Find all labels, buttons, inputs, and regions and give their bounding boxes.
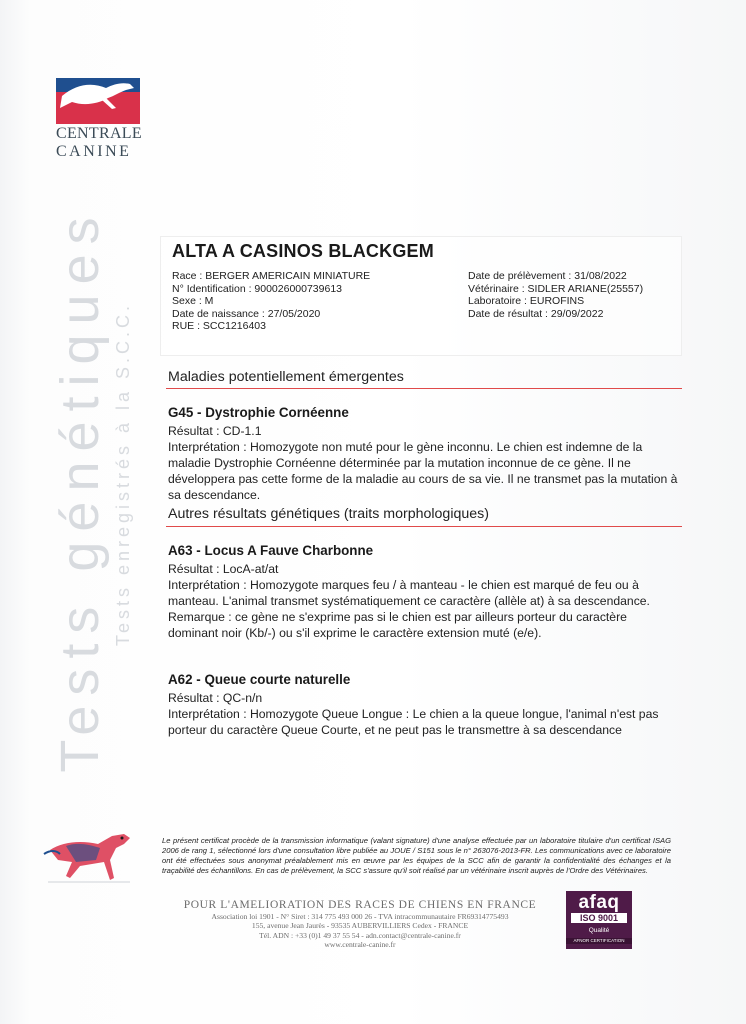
registry-line: RUE : SCC1216403 — [172, 320, 266, 333]
section-title-other: Autres résultats génétiques (traits morphologiques) — [168, 506, 489, 522]
test-interpretation: Interprétation : Homozygote Queue Longue : Le chien a la queue longue, l'animal n'est pas porteur du caractère Queue Courte, et ne peut pas le transmettre à sa descendance — [168, 707, 659, 737]
result-date-line: Date de résultat : 29/09/2022 — [468, 307, 604, 320]
test-interpretation: Interprétation : Homozygote non muté pour le gène inconnu. Le chien est indemne de la maladie Dystrophie Cornéenne déterminée par la mutation inconnue de ce gène. Il ne développera pas cette forme de la maladie au cours de sa vie. Il ne transmet pas la mutation à sa descendance. — [168, 440, 678, 502]
legal-notice: Le présent certificat procède de la transmission informatique (valant signature) d'une analyse effectuée par un laboratoire titulaire d'un certificat ISAG 2006 de rang 1, sélectionné lors d'une consultation libre publiée au JOUE / S151 sous le n° 263076-2013-FR. Les communications avec ce laboratoire ont été effectuées sous anonymat préalablement mis en œuvre par les équipes de la SCC afin de garantir la confidentialité des échanges et la traçabilité des échantillons. En cas de prélèvement, la SCC s'assure qu'il soit réalisé par un vétérinaire inscrit auprès de l'Ordre des Vétérinaires. — [162, 836, 671, 875]
footer-line-siret: Association loi 1901 - N° Siret : 314 775 493 000 26 - TVA intracommunautaire FR69314775493 — [211, 912, 509, 921]
sex-line: Sexe : M — [172, 295, 214, 308]
section-divider — [166, 526, 682, 527]
test-result: Résultat : QC-n/n — [168, 691, 263, 705]
logo-line-1: CENTRALE — [56, 125, 142, 142]
afaq-iso: ISO 9001 — [571, 913, 627, 923]
afaq-iso-badge — [566, 891, 632, 949]
test-title: A63 - Locus A Fauve Charbonne — [168, 543, 374, 558]
afaq-name: afaq — [578, 892, 620, 913]
test-interpretation: Interprétation : Homozygote marques feu / à manteau - le chien est marqué de feu ou à manteau. L'animal transmet systématiquement ce caractère (allèle at) à sa descendance. Remarque : ce gène ne s'exprime pas si le chien est par ailleurs porteur du caractère dominant noir (Kb/-) ou s'il exprime le caractère extension muté (e/e). — [168, 578, 650, 640]
section-title-emerging: Maladies potentiellement émergentes — [168, 369, 404, 385]
test-title: G45 - Dystrophie Cornéenne — [168, 405, 349, 420]
vertical-watermark-title: Tests génétiques — [50, 207, 110, 773]
dog-illustration-icon — [40, 820, 140, 890]
dog-info-left — [172, 270, 370, 333]
test-result: Résultat : LocA-at/at — [168, 562, 279, 576]
test-title: A62 - Queue courte naturelle — [168, 672, 351, 687]
laboratory-line: Laboratoire : EUROFINS — [468, 295, 585, 308]
vertical-watermark-subtitle: Tests enregistrés à la S.C.C. — [113, 301, 133, 647]
footer-line-website: www.centrale-canine.fr — [324, 940, 396, 950]
breed-line: Race : BERGER AMERICAIN MINIATURE — [172, 270, 371, 282]
logo-line-2: CANINE — [56, 143, 132, 160]
footer-line-contact: Tél. ADN : +33 (0)1 49 37 55 54 - adn.contact@centrale-canine.fr — [259, 930, 461, 940]
footer-title: POUR L'AMELIORATION DES RACES DE CHIENS EN FRANCE — [183, 899, 537, 911]
sampling-date-line: Date de prélèvement : 31/08/2022 — [468, 270, 627, 282]
identification-line: N° Identification : 900026000739613 — [172, 282, 342, 295]
section-divider — [166, 388, 682, 389]
leaping-dog-logo-icon — [56, 78, 140, 124]
dog-name: ALTA A CASINOS BLACKGEM — [172, 241, 434, 261]
test-result-g45 — [168, 404, 678, 503]
centrale-canine-logo — [56, 78, 140, 161]
test-result-a62 — [168, 671, 678, 738]
footer-line-address: 155, avenue Jean Jaurès - 93535 AUBERVILLIERS Cedex - FRANCE — [251, 921, 469, 931]
test-result: Résultat : CD-1.1 — [168, 424, 262, 438]
footer-address — [170, 899, 550, 950]
birthdate-line: Date de naissance : 27/05/2020 — [172, 307, 321, 320]
afaq-quality: Qualité — [588, 927, 610, 934]
test-result-a63 — [168, 542, 678, 641]
afaq-cert: AFNOR CERTIFICATION — [566, 938, 632, 944]
veterinarian-line: Vétérinaire : SIDLER ARIANE(25557) — [468, 282, 644, 295]
dog-info-right — [468, 270, 643, 320]
